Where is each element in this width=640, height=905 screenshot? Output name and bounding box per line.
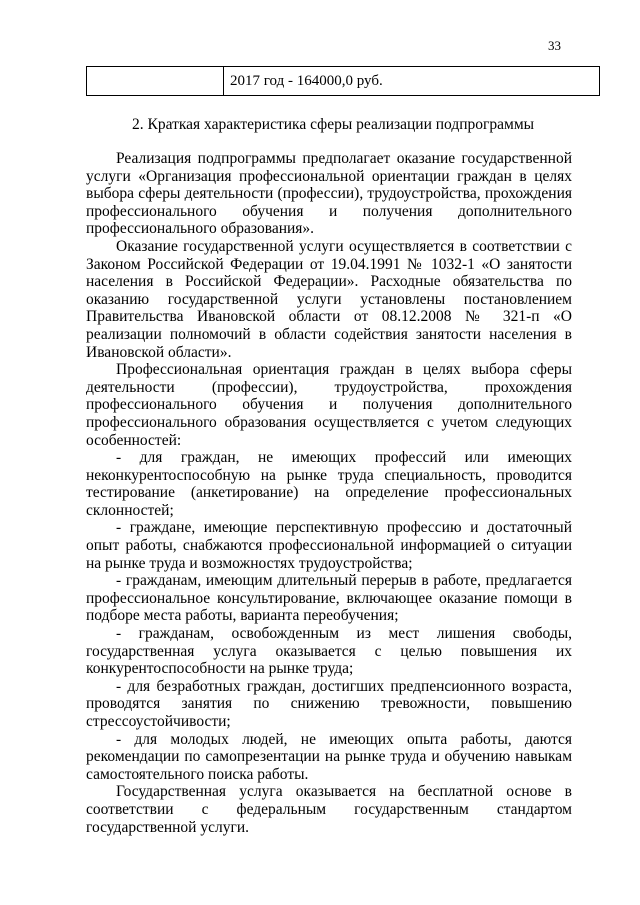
- paragraph-service-description: Реализация подпрограммы предполагает оказание государственной услуги «Организация профессиональной ориентации граждан в целях выбора сферы деятельности (профессии), трудоустройства, прохождения профессионального обучения и получения дополнительного профессионального образования».: [86, 150, 572, 238]
- paragraph-legal-basis: Оказание государственной услуги осуществляется в соответствии с Законом Российской Федерации от 19.04.1991 № 1032-1 «О занятости населения в Российской Федерации». Расходные обязательства по оказанию государственной услуги установлены постановлением Правительства Ивановской области от 08.12.2008 № 321-п «О реализации полномочий в области содействия занятости населения в Ивановской области».: [86, 237, 572, 361]
- funding-table: [86, 66, 600, 96]
- table-cell-empty: [87, 67, 224, 96]
- table-row: [87, 67, 600, 96]
- list-item: - граждане, имеющие перспективную профессию и достаточный опыт работы, снабжаются профессиональной информацией о ситуации на рынке труда и возможностях трудоустройства;: [86, 519, 572, 572]
- section-heading: 2. Краткая характеристика сферы реализации подпрограммы: [132, 116, 535, 133]
- list-item: - гражданам, имеющим длительный перерыв в работе, предлагается профессиональное консультирование, включающее оказание помощи в подборе места работы, варианта переобучения;: [86, 572, 572, 625]
- list-item: - для молодых людей, не имеющих опыта работы, даются рекомендации по самопрезентации на рынке труда и обучению навыкам самостоятельного поиска работы.: [86, 730, 572, 783]
- body-text: [86, 150, 572, 836]
- page-number: 33: [548, 38, 561, 53]
- table-cell-funding-2017: 2017 год - 164000,0 руб.: [224, 67, 600, 96]
- list-item: - для безработных граждан, достигших предпенсионного возраста, проводятся занятия по снижению тревожности, повышению стрессоустойчивости;: [86, 677, 572, 730]
- paragraph-free-of-charge: Государственная услуга оказывается на бесплатной основе в соответствии с федеральным государственным стандартом государственной услуги.: [86, 783, 572, 836]
- list-item: - гражданам, освобожденным из мест лишения свободы, государственная услуга оказывается с целью повышения их конкурентоспособности на рынке труда;: [86, 625, 572, 678]
- paragraph-features-intro: Профессиональная ориентация граждан в целях выбора сферы деятельности (профессии), трудоустройства, прохождения профессионального обучения и получения дополнительного профессионального образования осуществляется с учетом следующих особенностей:: [86, 361, 572, 449]
- list-item: - для граждан, не имеющих профессий или имеющих неконкурентоспособную на рынке труда специальность, проводится тестирование (анкетирование) на определение профессиональных склонностей;: [86, 449, 572, 519]
